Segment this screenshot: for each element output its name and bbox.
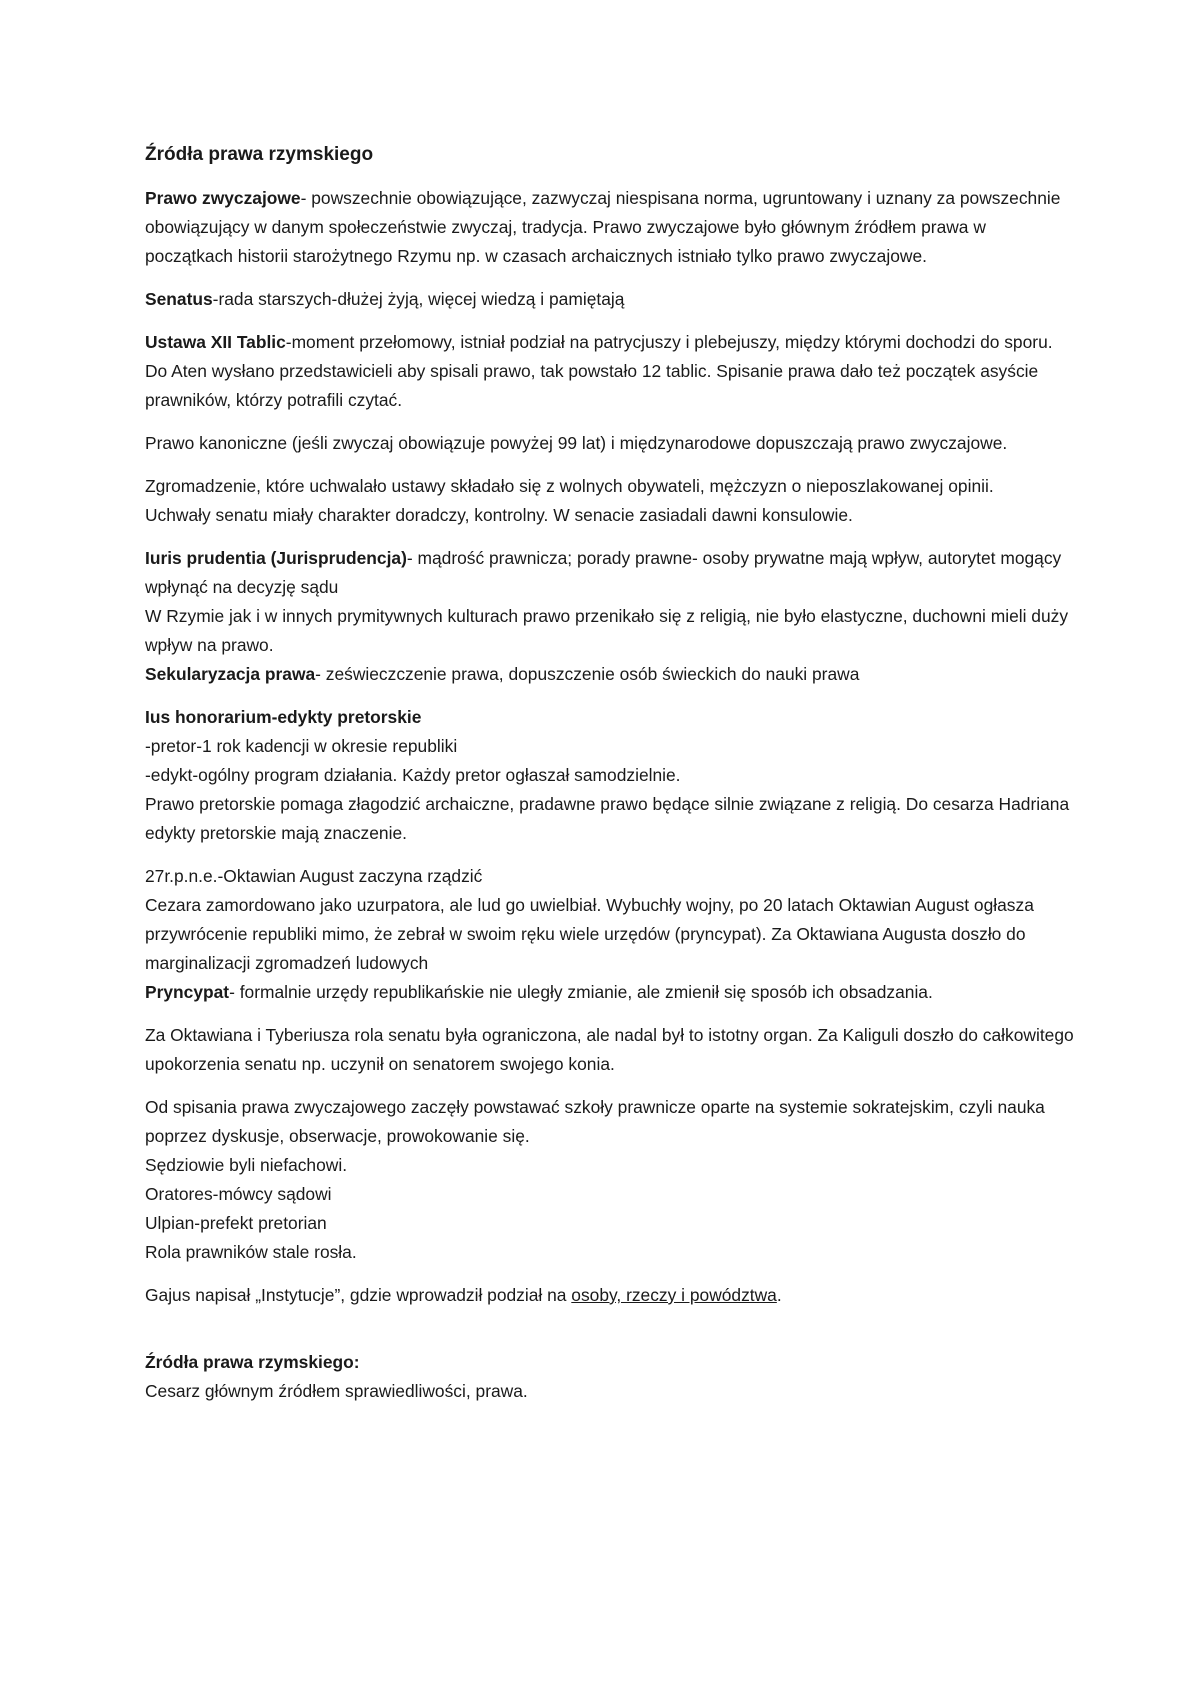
document-title: Źródła prawa rzymskiego [145, 144, 374, 165]
text-twelve-tables: -moment przełomowy, istniał podział na patrycjuszy i plebejuszy, między którymi dochodzi do sporu. Do Aten wysłano przedstawicieli aby spisali prawo, tak powstało 12 tablic. Spisanie prawa dało też początek asyście prawników, którzy potrafili czytać. [145, 332, 1053, 410]
spacer [145, 1324, 1075, 1348]
term-sources: Źródła prawa rzymskiego: [145, 1352, 360, 1372]
term-secularization: Sekularyzacja prawa [145, 664, 316, 684]
paragraph-canon-law: Prawo kanoniczne (jeśli zwyczaj obowiązuje powyżej 99 lat) i międzynarodowe dopuszczają prawo zwyczajowe. [145, 433, 1008, 453]
paragraph-gaius [145, 1281, 1075, 1310]
term-twelve-tables: Ustawa XII Tablic [145, 332, 286, 352]
text-gaius-end: . [776, 1285, 782, 1305]
text-jurisprudence: - mądrość prawnicza; porady prawne- osoby prywatne mają wpływ, autorytet mogący wpłynąć na decyzję sądu [145, 548, 1062, 597]
text-customary-law: - powszechnie obowiązujące, zazwyczaj niespisana norma, ugruntowany i uznany za powszechnie obowiązujący w danym społeczeństwie zwyczaj, tradycja. Prawo zwyczajowe było głównym źródłem prawa w początkach historii starożytnego Rzymu np. w czasach archaicznych istniało tylko prawo zwyczajowe. [145, 188, 1061, 266]
paragraph-twelve-tables [145, 328, 1075, 415]
secularization-line [145, 660, 1075, 689]
text-lawyers-role: Rola prawników stale rosła. [145, 1242, 357, 1262]
text-principate: - formalnie urzędy republikańskie nie uległy zmianie, ale zmienił się sposób ich obsadzania. [229, 982, 933, 1002]
text-octavian-start: 27r.p.n.e.-Oktawian August zaczyna rządzić [145, 866, 483, 886]
term-principate: Pryncypat [145, 982, 230, 1002]
text-pretor: -pretor-1 rok kadencji w okresie republiki [145, 736, 458, 756]
text-schools: Od spisania prawa zwyczajowego zaczęły powstawać szkoły prawnicze oparte na systemie sokratejskim, czyli nauka poprzez dyskusje, obserwacje, prowokowanie się. [145, 1097, 1045, 1146]
text-secularization: - ześwieczczenie prawa, dopuszczenie osób świeckich do nauki prawa [315, 664, 860, 684]
paragraph-ius-honorarium [145, 703, 1075, 848]
term-ius-honorarium: Ius honorarium-edykty pretorskie [145, 707, 422, 727]
term-senatus: Senatus [145, 289, 213, 309]
text-oratores: Oratores-mówcy sądowi [145, 1184, 332, 1204]
paragraph-octavian [145, 862, 1075, 1007]
paragraph-jurisprudence [145, 544, 1075, 689]
paragraph-sources-summary [145, 1348, 1075, 1406]
paragraph-senatus [145, 285, 1075, 314]
jurisprudence-line [145, 544, 1075, 602]
text-ulpian: Ulpian-prefekt pretorian [145, 1213, 327, 1233]
text-judges: Sędziowie byli niefachowi. [145, 1155, 348, 1175]
text-gaius-division: osoby, rzeczy i powództwa [571, 1285, 777, 1305]
text-edict: -edykt-ogólny program działania. Każdy pretor ogłaszał samodzielnie. [145, 765, 681, 785]
paragraph-schools [145, 1093, 1075, 1267]
document-page [145, 140, 1075, 1420]
text-assembly: Zgromadzenie, które uchwalało ustawy składało się z wolnych obywateli, mężczyzn o nieposzlakowanej opinii. [145, 476, 994, 496]
paragraph-customary-law [145, 184, 1075, 271]
text-religion-law: W Rzymie jak i w innych prymitywnych kulturach prawo przenikało się z religią, nie było elastyczne, duchowni mieli duży wpływ na prawo. [145, 606, 1069, 655]
term-jurisprudence: Iuris prudentia (Jurisprudencja) [145, 548, 407, 568]
paragraph-tiberius: Za Oktawiana i Tyberiusza rola senatu była ograniczona, ale nadal był to istotny organ. Za Kaliguli doszło do całkowitego upokorzenia senatu np. uczynił on senatorem swojego konia. [145, 1025, 1074, 1074]
text-caesar: Cezara zamordowano jako uzurpatora, ale lud go uwielbiał. Wybuchły wojny, po 20 latach Oktawian August ogłasza przywrócenie republiki mimo, że zebrał w swoim ręku wiele urzędów (pryncypat). Za Oktawiana Augusta doszło do marginalizacji zgromadzeń ludowych [145, 895, 1034, 973]
term-customary-law: Prawo zwyczajowe [145, 188, 301, 208]
principate-line [145, 978, 1075, 1007]
text-senatus: -rada starszych-dłużej żyją, więcej wiedzą i pamiętają [212, 289, 625, 309]
text-praetorian-law: Prawo pretorskie pomaga złagodzić archaiczne, pradawne prawo będące silnie związane z religią. Do cesarza Hadriana edykty pretorskie mają znaczenie. [145, 794, 1070, 843]
text-emperor: Cesarz głównym źródłem sprawiedliwości, prawa. [145, 1381, 528, 1401]
text-senate-resolutions: Uchwały senatu miały charakter doradczy, kontrolny. W senacie zasiadali dawni konsulowie. [145, 505, 853, 525]
paragraph-assembly [145, 472, 1075, 530]
text-gaius: Gajus napisał „Instytucje”, gdzie wprowadził podział na [145, 1285, 572, 1305]
